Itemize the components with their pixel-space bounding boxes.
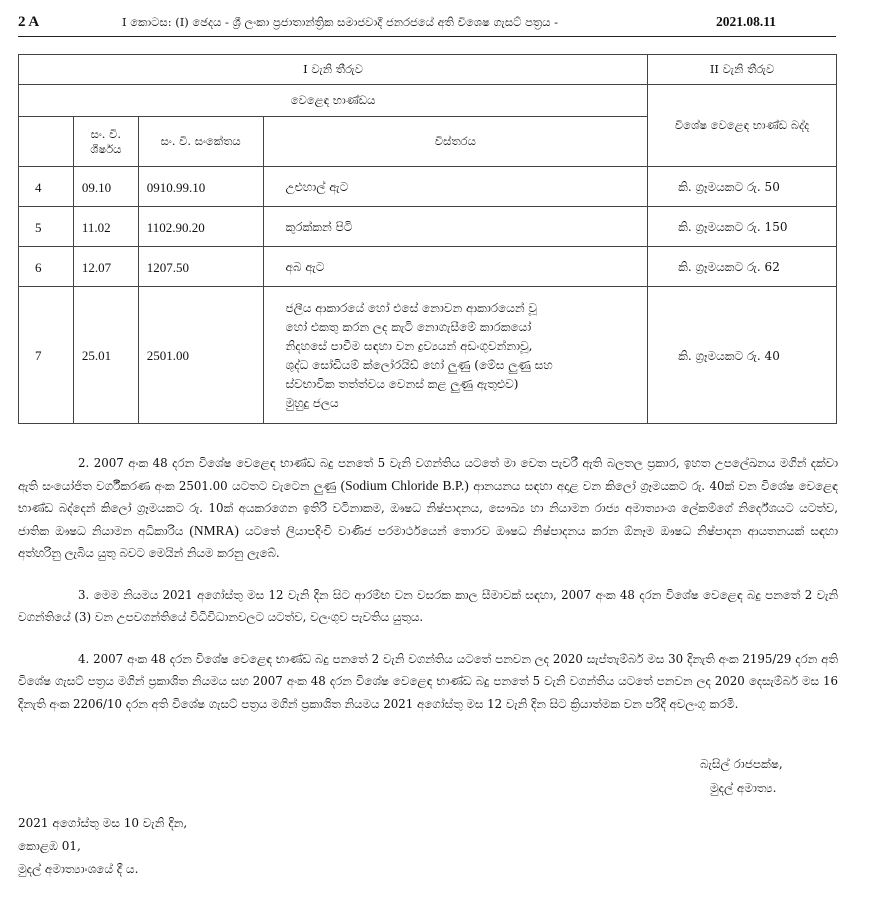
signatory-name: බැසිල් රාජපක්ෂ, xyxy=(700,757,783,771)
description-line: අබ ඇට xyxy=(285,260,325,274)
header-hs-code: සං. වි. සංකේතය xyxy=(138,117,263,167)
row-index: 6 xyxy=(19,247,74,287)
table-row xyxy=(19,167,837,207)
row-hs-code: 0910.99.10 xyxy=(138,167,263,207)
table-subheader-row xyxy=(19,85,837,117)
header-levy: විශේෂ වෙළෙඳ භාණ්ඩ බද්ද xyxy=(648,85,837,167)
description-line: නිදහසේ පාවීම සඳහා වන ද්‍රව්‍යයන් අඩංගුවන්නාවූ, xyxy=(285,339,533,353)
row-levy: කි. ග්‍රෑමයකට රු. 50 xyxy=(648,167,837,207)
description-line: ශුද්ධ සෝඩියම් ක්ලෝරයිඩ් හෝ ලුණු (මේස ලුණු සහ xyxy=(285,358,553,372)
paragraph-4: 4. 2007 අංක 48 දරන විශේෂ වෙළෙඳ භාණ්ඩ බදු පනතේ 2 වැනි වගන්තිය යටතේ පනවන ලද 2020 සැප්තැම්බර් මස 30 දිනැති අංක 2195/29 දරන අති විශේෂ ගැසට් පත්‍රය මගින් ප්‍රකාශිත නියමය සහ 2007 අංක 48 දරන විශේෂ වෙළෙඳ භාණ්ඩ බදු පනතේ 5 වැනි වගන්තිය යටතේ පනවන ලද 2020 දෙසැම්බර් මස 16 දිනැති අංක 2206/10 දරන අති විශේෂ ගැසට් පත්‍රය මගින් ප්‍රකාශිත නියමය 2021 අගෝස්තු මස 12 වැනි දින සිට ක්‍රියාත්මක වන පරිදි අවලංගු කරමි. xyxy=(18,651,838,711)
row-description xyxy=(263,207,648,247)
header-description: විස්තරය xyxy=(263,117,648,167)
page-number: 2 A xyxy=(18,14,40,30)
issue-city: කොළඹ 01, xyxy=(18,839,81,853)
row-index: 7 xyxy=(19,287,74,424)
header-hs-heading: සං. වි. ශීර්ෂය xyxy=(73,117,138,167)
description-line: කුරක්කන් පිටි xyxy=(285,220,353,234)
row-hs-heading: 11.02 xyxy=(73,207,138,247)
description-line: හෝ එකතු කරන ලද කැටි නොගැසීමේ කාරකයෝ xyxy=(285,320,532,334)
row-description xyxy=(263,167,648,207)
row-description xyxy=(263,287,648,424)
signature-block xyxy=(700,752,783,800)
commodity-subheader: වෙළෙඳ භාණ්ඩය xyxy=(19,85,648,117)
row-levy: කි. ග්‍රෑමයකට රු. 40 xyxy=(648,287,837,424)
issue-office: මුදල් අමාත්‍යාංශයේ දී ය. xyxy=(18,862,139,876)
description-line: ජලීය ආකාරයේ හෝ එසේ නොවන ආකාරයෙන් වූ xyxy=(285,301,538,315)
description-line: උළුහාල් ඇට xyxy=(285,180,349,194)
row-hs-code: 1207.50 xyxy=(138,247,263,287)
row-levy: කි. ග්‍රෑමයකට රු. 62 xyxy=(648,247,837,287)
paragraph-2-part-b: ආනයනය සඳහා අදාළ වන කිලෝ ග්‍රෑමයකට රු. 40ක් වන විශේෂ වෙළෙඳ භාණ්ඩ බද්දෙන් කිලෝ ග්‍රෑමයකට රු. 10ක් අයකරගෙන ඉතිරි වටිනාකම, ඖෂධ නිෂ්පාදනය, සෞඛ්‍ය හා නියාමන රාජ්‍ය අමාත්‍යාංශ ලේකම්ගේ නිර්දේශයට යටත්ව, ජාතික ඖෂධ නියාමන අධිකාරිය xyxy=(18,478,839,538)
row-description xyxy=(263,247,648,287)
table-row xyxy=(19,247,837,287)
row-index: 4 xyxy=(19,167,74,207)
row-levy: කි. ග්‍රෑමයකට රු. 150 xyxy=(648,207,837,247)
paragraph-2 xyxy=(18,452,838,565)
paragraph-2-part-a: 2. 2007 අංක 48 දරන විශේෂ වෙළෙඳ භාණ්ඩ බදු පනතේ 5 වැනි වගන්තිය යටතේ මා වෙත පැවරී ඇති බලතල ප්‍රකාර, ඉහත උපලේඛනය මගින් දක්වා ඇති සංයෝජිත වර්ගීකරණ අංක 2501.00 යටතට වැටෙන ලුණු xyxy=(18,456,838,493)
table-header-row xyxy=(19,55,837,85)
body-paragraphs xyxy=(18,452,838,734)
column-group-2: II වැනි තීරුව xyxy=(648,55,837,85)
description-line: ස්වභාවික තත්ත්වය වෙනස් කළ ලුණු ඇතුළුව) xyxy=(285,377,519,391)
row-hs-heading: 25.01 xyxy=(73,287,138,424)
gazette-title: I කොටස: (I) ඡෙදය - ශ්‍රී ලංකා ප්‍රජාතාන්ත්‍රික සමාජවාදී ජනරජයේ අති විශෙෂ ගැසට් පත්‍රය - xyxy=(122,15,558,29)
header-index xyxy=(19,117,74,167)
gazette-date: 2021.08.11 xyxy=(716,14,777,29)
levy-schedule-table xyxy=(18,54,837,424)
paragraph-3: 3. මෙම නියමය 2021 අගෝස්තු මස 12 වැනි දින සිට ආරම්භ වන වසරක කාල සීමාවක් සඳහා, 2007 අංක 48 දරන විශේෂ වෙළෙඳ බදු පනතේ 2 වැනි වගන්තියේ (3) වන උපවගන්තියේ විධිවිධානවලට යටත්ව, වලංගුව පැවතිය යුතුය. xyxy=(18,587,838,624)
paragraph-2-part-c: යටතේ ලියාපදිංචි වාණිජ පරමාර්ථයෙන් තොරව ඖෂධ නිෂ්පාදනය කරන ඕනෑම ඖෂධ නිෂ්පාදන ආයතනයක් සඳහා අත්හරිනු ලැබිය යුතු බවට මෙයින් නියම කරනු ලැබේ. xyxy=(18,523,839,560)
row-hs-code: 1102.90.20 xyxy=(138,207,263,247)
page-header xyxy=(18,10,836,37)
row-hs-heading: 12.07 xyxy=(73,247,138,287)
table-row xyxy=(19,287,837,424)
column-group-1: I වැනි තීරුව xyxy=(19,55,648,85)
paragraph-2-english-abbrev: (NMRA) xyxy=(189,522,239,538)
signatory-title: මුදල් අමාත්‍ය. xyxy=(710,781,777,795)
row-hs-heading: 09.10 xyxy=(73,167,138,207)
paragraph-2-english-term: (Sodium Chloride B.P.) xyxy=(340,477,469,493)
table-row xyxy=(19,207,837,247)
description-line: මුහුදු ජලය xyxy=(285,396,339,410)
issue-date: 2021 අගෝස්තු මස 10 වැනි දින, xyxy=(18,816,188,830)
row-hs-code: 2501.00 xyxy=(138,287,263,424)
date-place-block xyxy=(18,812,187,881)
row-index: 5 xyxy=(19,207,74,247)
